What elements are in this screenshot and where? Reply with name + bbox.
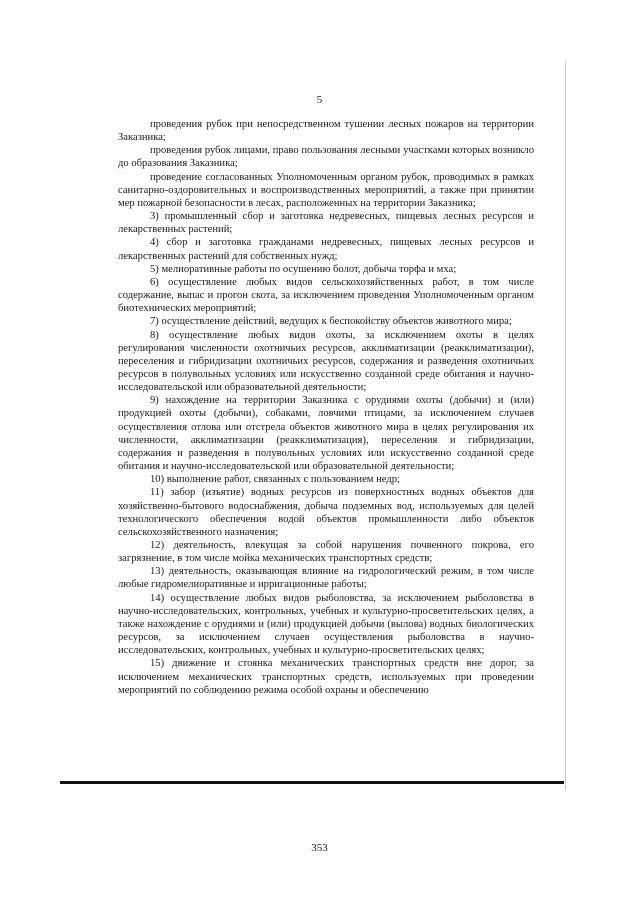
page-bottom-rule — [60, 781, 564, 784]
paragraph: 6) осуществление любых видов сельскохозяйственных работ, в том числе содержание, выпас и прогон скота, за исключением проведения Уполномоченным органом биотехнических мероприятий; — [118, 276, 534, 315]
paragraph: проведения рубок лицами, право пользования лесными участками которых возникло до образования Заказника; — [118, 145, 534, 170]
page-number-bottom: 353 — [311, 842, 328, 854]
paragraph: 9) нахождение на территории Заказника с орудиями охоты (добычи) и (или) продукцией охоты (добычи), собаками, ловчими птицами, за исключением случаев осуществления отлова или отстрела объектов животного мира в целях регулирования их численности, акклиматизации (реакклиматизация), переселения и гибридизации, содержания и разведения в полувольных условиях или искусственно созданной среде обитания и научно-исследовательской или образовательной деятельности; — [118, 395, 534, 473]
paragraph: проведения рубок при непосредственном тушении лесных пожаров на территории Заказника; — [118, 119, 534, 144]
page-edge-line — [565, 60, 566, 790]
paragraph: 10) выполнение работ, связанных с пользованием недр; — [150, 474, 400, 486]
paragraph: 14) осуществление любых видов рыболовства, за исключением рыболовства в научно-исследовательских, контрольных, учебных и культурно-просветительских целях, а также нахождение с орудиями и (или) продукцией добычи (вылова) водных биологических ресурсов, за исключением случаев осуществления рыболовства в научно-исследовательских, контрольных, учебных и культурно-просветительских целях; — [118, 592, 534, 657]
paragraph: проведение согласованных Уполномоченным органом рубок, проводимых в рамках санитарно-оздоровительных и воспроизводственных мероприятий, а также при принятии мер пожарной безопасности в лесах, расположенных на территории Заказника; — [118, 171, 534, 209]
paragraph: 13) деятельность, оказывающая влияние на гидрологический режим, в том числе любые гидромелиоративные и ирригационные работы; — [118, 566, 534, 591]
paragraph: 11) забор (изъятие) водных ресурсов из поверхностных водных объектов для хозяйственно-бытового водоснабжения, добыча подземных вод, используемых для целей технологического обеспечения водой объектов промышленности либо объектов сельскохозяйственного назначения; — [118, 487, 534, 538]
paragraph: 4) сбор и заготовка гражданами недревесных, пищевых лесных ресурсов и лекарственных растений для собственных нужд; — [118, 237, 534, 262]
paragraph: 3) промышленный сбор и заготовка недревесных, пищевых лесных ресурсов и лекарственных растений; — [118, 211, 534, 236]
paragraph: 8) осуществление любых видов охоты, за исключением охоты в целях регулирования численности охотничьих ресурсов, акклиматизации (реакклиматизации), переселения и гибридизации охотничьих ресурсов, содержания и разведения охотничьих ресурсов в полувольных условиях или искусственно созданной среде обитания и научно-исследовательской или образовательной деятельности; — [118, 329, 534, 394]
paragraph: 15) движение и стоянка механических транспортных средств вне дорог, за исключением механических транспортных средств, используемых при проведении мероприятий по соблюдению режима особой охраны и обеспечению — [118, 658, 534, 696]
paragraph: 12) деятельность, влекущая за собой нарушения почвенного покрова, его загрязнение, в том числе мойка механических транспортных средств; — [118, 540, 534, 565]
page-number-top: 5 — [316, 94, 323, 106]
document-body — [118, 118, 534, 697]
paragraph: 7) осуществление действий, ведущих к беспокойству объектов животного мира; — [150, 316, 512, 328]
paragraph: 5) мелиоративные работы по осушению болот, добыча торфа и мха; — [150, 263, 457, 275]
